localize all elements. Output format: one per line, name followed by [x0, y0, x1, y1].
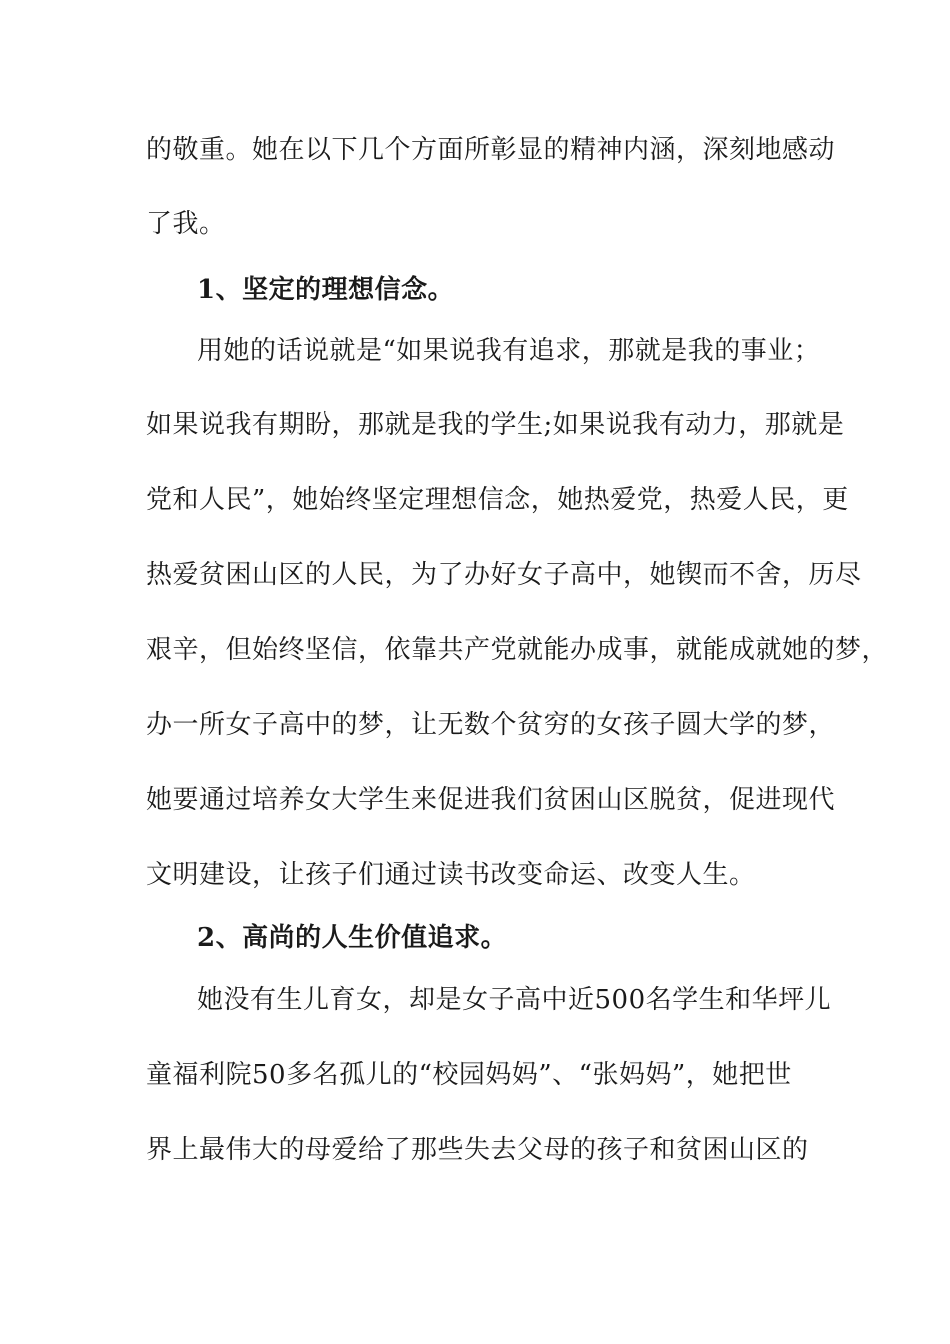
- body-text-line: 如果说我有期盼，那就是我的学生;如果说我有动力，那就是: [146, 410, 845, 440]
- body-text-line: 她要通过培养女大学生来促进我们贫困山区脱贫，促进现代: [146, 785, 836, 815]
- body-text-line: 的敬重。她在以下几个方面所彰显的精神内涵，深刻地感动: [146, 135, 836, 165]
- paragraph-first-line: 用她的话说就是“如果说我有追求，那就是我的事业；: [197, 336, 821, 366]
- body-text-line: 办一所女子高中的梦，让无数个贫穷的女孩子圆大学的梦，: [146, 710, 836, 740]
- body-text-line: 了我。: [146, 209, 226, 239]
- body-text-line: 文明建设，让孩子们通过读书改变命运、改变人生。: [146, 860, 756, 890]
- body-text-line: 党和人民”，她始终坚定理想信念，她热爱党，热爱人民，更: [146, 485, 849, 515]
- section-heading: 1、坚定的理想信念。: [197, 275, 455, 305]
- body-text-line: 界上最伟大的母爱给了那些失去父母的孩子和贫困山区的: [146, 1135, 809, 1165]
- body-text-line: 热爱贫困山区的人民，为了办好女子高中，她锲而不舍，历尽: [146, 560, 862, 590]
- body-text-line: 童福利院50多名孤儿的“校园妈妈”、“张妈妈”，她把世: [146, 1060, 792, 1090]
- section-heading: 2、高尚的人生价值追求。: [197, 923, 508, 953]
- paragraph-first-line: 她没有生儿育女，却是女子高中近500名学生和华坪儿: [197, 985, 832, 1015]
- body-text-line: 艰辛，但始终坚信，依靠共产党就能办成事，就能成就她的梦，: [146, 635, 889, 665]
